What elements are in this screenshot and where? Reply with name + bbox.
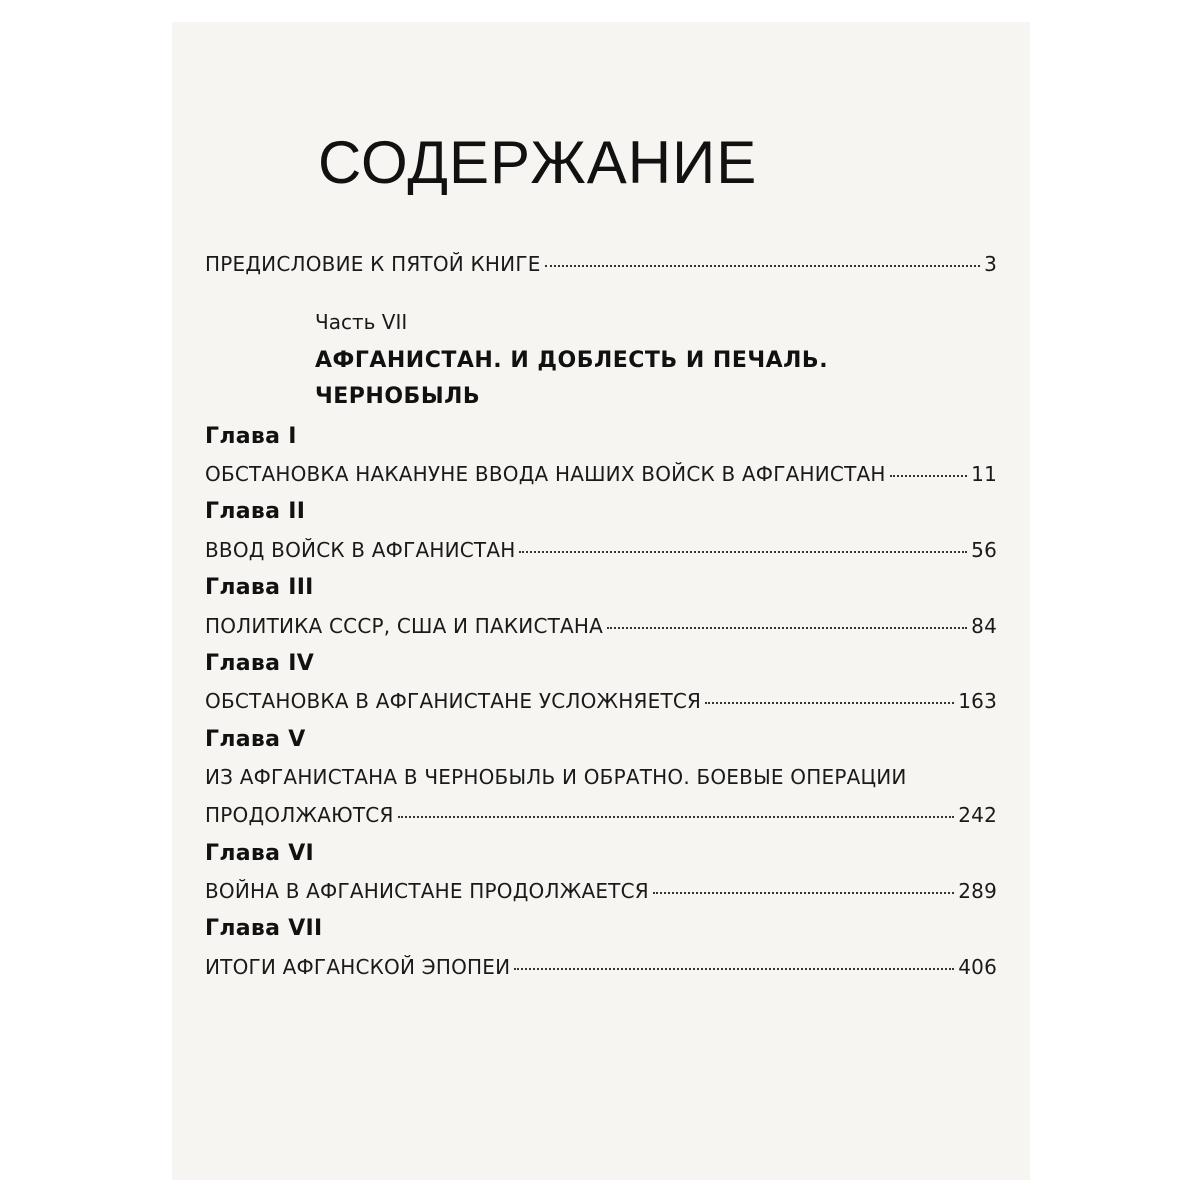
toc-entry-chapter-5[interactable] [205,803,997,827]
toc-entry-chapter-7[interactable] [205,955,997,979]
toc-entry-chapter-3[interactable] [205,614,997,638]
dot-leader [545,265,981,267]
toc-page-number: 289 [958,879,997,903]
chapter-label: Глава VI [205,841,315,866]
dot-leader [514,968,954,970]
page-title: СОДЕРЖАНИЕ [318,129,758,196]
toc-entry-title: ВВОД ВОЙСК В АФГАНИСТАН [205,538,516,562]
toc-entry-chapter-6[interactable] [205,879,997,903]
toc-entry-title: ВОЙНА В АФГАНИСТАНЕ ПРОДОЛЖАЕТСЯ [205,879,649,903]
chapter-label: Глава V [205,727,306,752]
toc-entry-title-line-1[interactable]: ИЗ АФГАНИСТАНА В ЧЕРНОБЫЛЬ И ОБРАТНО. БОЕВЫЕ ОПЕРАЦИИ [205,765,907,789]
dot-leader [653,892,954,894]
chapter-label: Глава I [205,424,297,449]
toc-page-number: 84 [971,614,997,638]
part-title-line-1: АФГАНИСТАН. И ДОБЛЕСТЬ И ПЕЧАЛЬ. [315,348,829,373]
chapter-label: Глава VII [205,916,323,941]
toc-entry-title: ПОЛИТИКА СССР, США И ПАКИСТАНА [205,614,604,638]
toc-entry-chapter-4[interactable] [205,689,997,713]
toc-page-number: 406 [958,955,997,979]
chapter-label: Глава II [205,499,306,524]
dot-leader [890,475,968,477]
toc-entry-title-line-2: ПРОДОЛЖАЮТСЯ [205,803,394,827]
chapter-label: Глава III [205,575,314,600]
dot-leader [519,551,967,553]
toc-entry-chapter-2[interactable] [205,538,997,562]
dot-leader [607,627,967,629]
toc-entry-title: ИТОГИ АФГАНСКОЙ ЭПОПЕИ [205,955,511,979]
toc-entry-preface[interactable] [205,252,997,276]
toc-page-number: 242 [958,803,997,827]
toc-page-number: 11 [971,462,997,486]
toc-entry-chapter-1[interactable] [205,462,997,486]
toc-entry-title: ПРЕДИСЛОВИЕ К ПЯТОЙ КНИГЕ [205,252,541,276]
toc-page-number: 3 [984,252,997,276]
part-label: Часть VII [315,310,408,334]
dot-leader [398,816,955,818]
toc-page-number: 163 [958,689,997,713]
toc-page-number: 56 [971,538,997,562]
dot-leader [705,702,954,704]
toc-entry-title: ОБСТАНОВКА В АФГАНИСТАНЕ УСЛОЖНЯЕТСЯ [205,689,702,713]
toc-entry-title: ОБСТАНОВКА НАКАНУНЕ ВВОДА НАШИХ ВОЙСК В АФГАНИСТАН [205,462,886,486]
part-title-line-2: ЧЕРНОБЫЛЬ [315,384,481,409]
chapter-label: Глава IV [205,651,315,676]
